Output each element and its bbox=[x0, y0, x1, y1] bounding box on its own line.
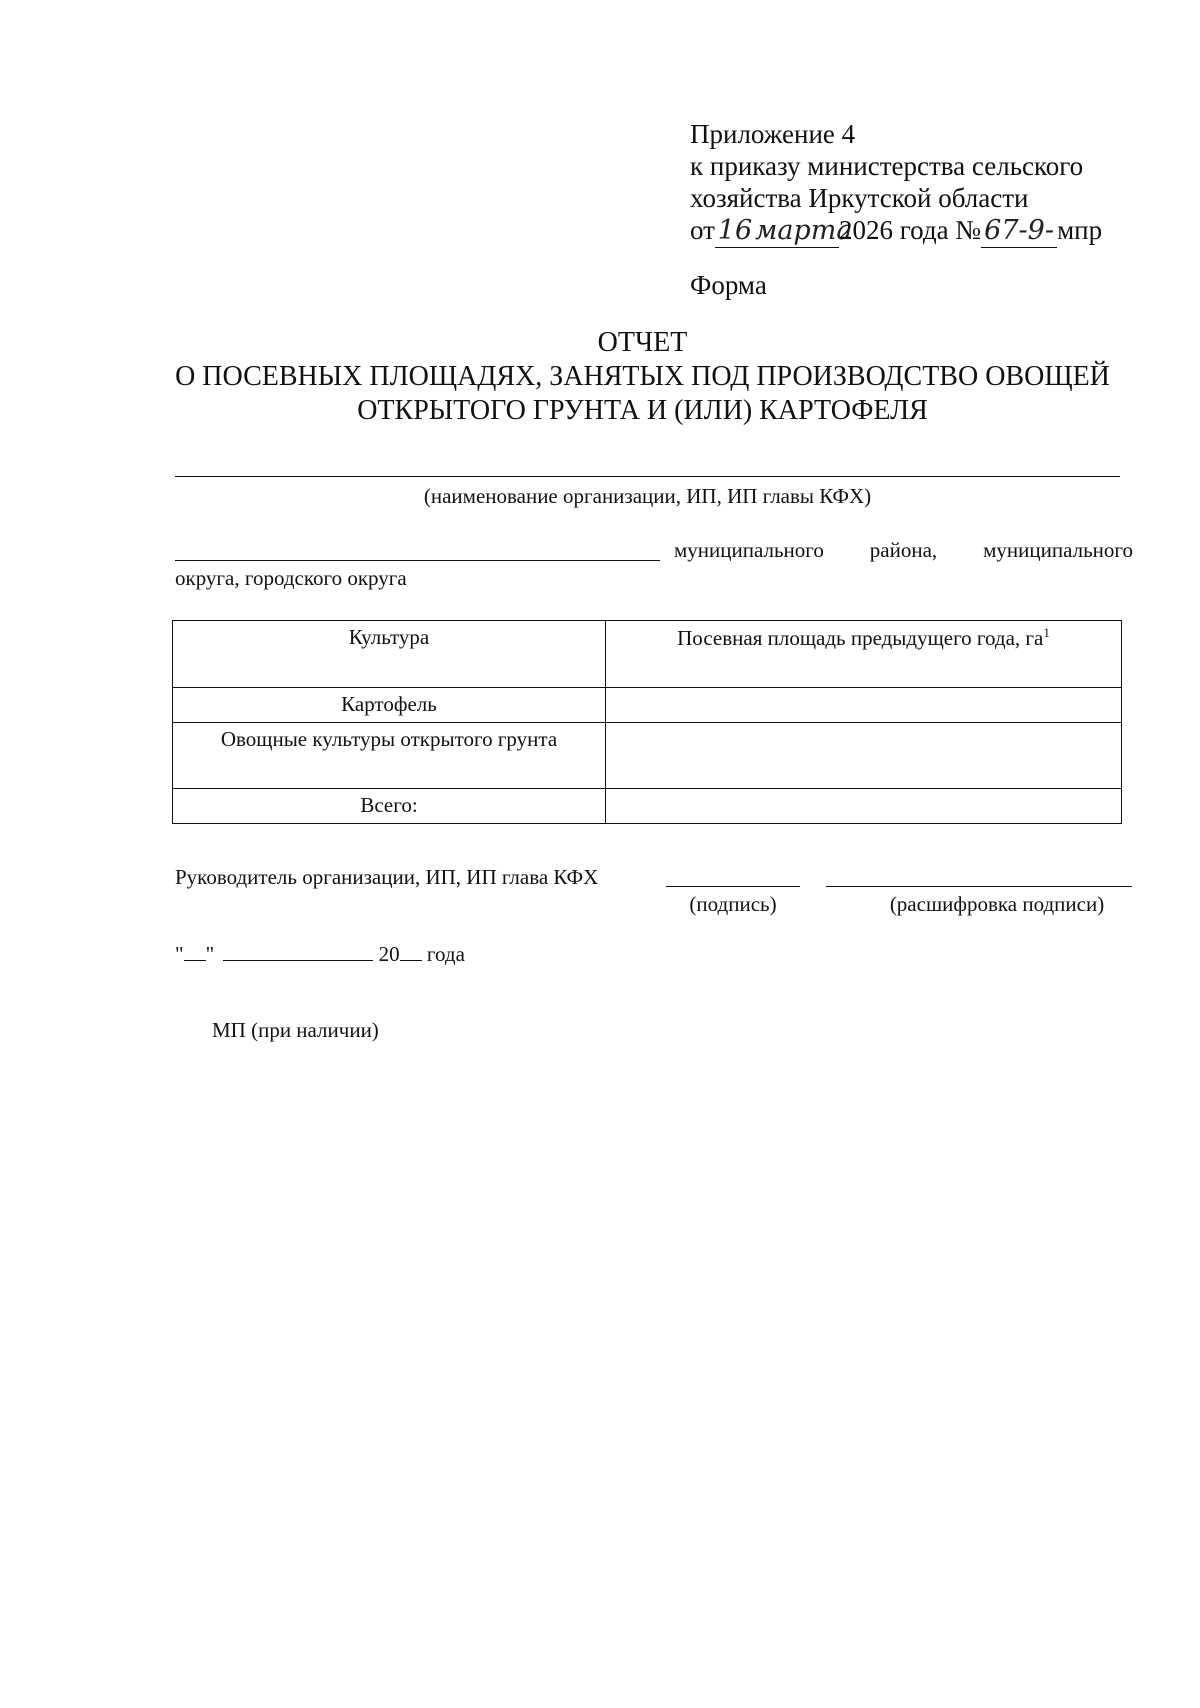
appendix-line-2: к приказу министерства сельского bbox=[690, 151, 1084, 181]
crop-area-table bbox=[172, 620, 1122, 824]
date-open-quote: " bbox=[175, 942, 184, 966]
row-area-total[interactable] bbox=[606, 789, 1122, 824]
signature-caption: (подпись) bbox=[689, 892, 777, 916]
order-suffix: мпр bbox=[1057, 215, 1103, 245]
handwritten-month: марта bbox=[754, 215, 853, 246]
table-row bbox=[173, 688, 1122, 723]
date-century: 20 bbox=[378, 942, 400, 966]
municipality-text-continued: округа, городского округа bbox=[175, 566, 407, 590]
date-line bbox=[175, 940, 465, 967]
title-line-2: О ПОСЕВНЫХ ПЛОЩАДЯХ, ЗАНЯТЫХ ПОД ПРОИЗВОДСТВО ОВОЩЕЙ bbox=[175, 361, 1110, 392]
header-area-label: Посевная площадь предыдущего года, га bbox=[677, 626, 1044, 650]
year-text: 2026 года № bbox=[838, 215, 982, 245]
appendix-date-line bbox=[690, 214, 1102, 248]
header-area-footnote: 1 bbox=[1043, 625, 1050, 640]
title-line-1: ОТЧЕТ bbox=[597, 327, 688, 358]
row-crop-potato: Картофель bbox=[173, 688, 606, 723]
stamp-place-label: МП (при наличии) bbox=[212, 1018, 379, 1042]
table-row bbox=[173, 723, 1122, 789]
row-area-vegetables[interactable] bbox=[606, 723, 1122, 789]
municipality-text: муниципального района, муниципального bbox=[674, 538, 1133, 562]
table-header-row bbox=[173, 621, 1122, 688]
organization-name-field[interactable] bbox=[175, 476, 1120, 477]
municipality-name-field[interactable] bbox=[175, 560, 660, 561]
table-row bbox=[173, 789, 1122, 824]
header-area bbox=[606, 621, 1122, 688]
appendix-line-1: Приложение 4 bbox=[690, 119, 856, 149]
row-crop-vegetables: Овощные культуры открытого грунта bbox=[173, 723, 606, 789]
appendix-block bbox=[690, 118, 1102, 248]
date-year-field[interactable] bbox=[400, 940, 422, 961]
signature-field[interactable] bbox=[666, 886, 800, 887]
date-prefix: от bbox=[690, 215, 715, 245]
date-day-field[interactable] bbox=[184, 940, 206, 961]
signature-decode-caption: (расшифровка подписи) bbox=[889, 892, 1105, 916]
row-crop-total: Всего: bbox=[173, 789, 606, 824]
date-month-field[interactable] bbox=[223, 940, 373, 961]
form-label: Форма bbox=[690, 270, 767, 300]
report-title bbox=[150, 326, 1135, 428]
signature-label: Руководитель организации, ИП, ИП глава КФХ bbox=[175, 865, 599, 889]
title-line-3: ОТКРЫТОГО ГРУНТА И (ИЛИ) КАРТОФЕЛЯ bbox=[357, 395, 928, 426]
handwritten-day: 16 bbox=[715, 215, 755, 248]
appendix-line-3: хозяйства Иркутской области bbox=[690, 183, 1029, 213]
header-crop: Культура bbox=[173, 621, 606, 688]
row-area-potato[interactable] bbox=[606, 688, 1122, 723]
organization-caption: (наименование организации, ИП, ИП главы КФХ) bbox=[423, 484, 872, 508]
date-year-word: года bbox=[426, 942, 465, 966]
handwritten-number: 67-9- bbox=[981, 215, 1057, 248]
date-close-quote: " bbox=[205, 942, 215, 966]
signature-decode-field[interactable] bbox=[826, 886, 1132, 887]
